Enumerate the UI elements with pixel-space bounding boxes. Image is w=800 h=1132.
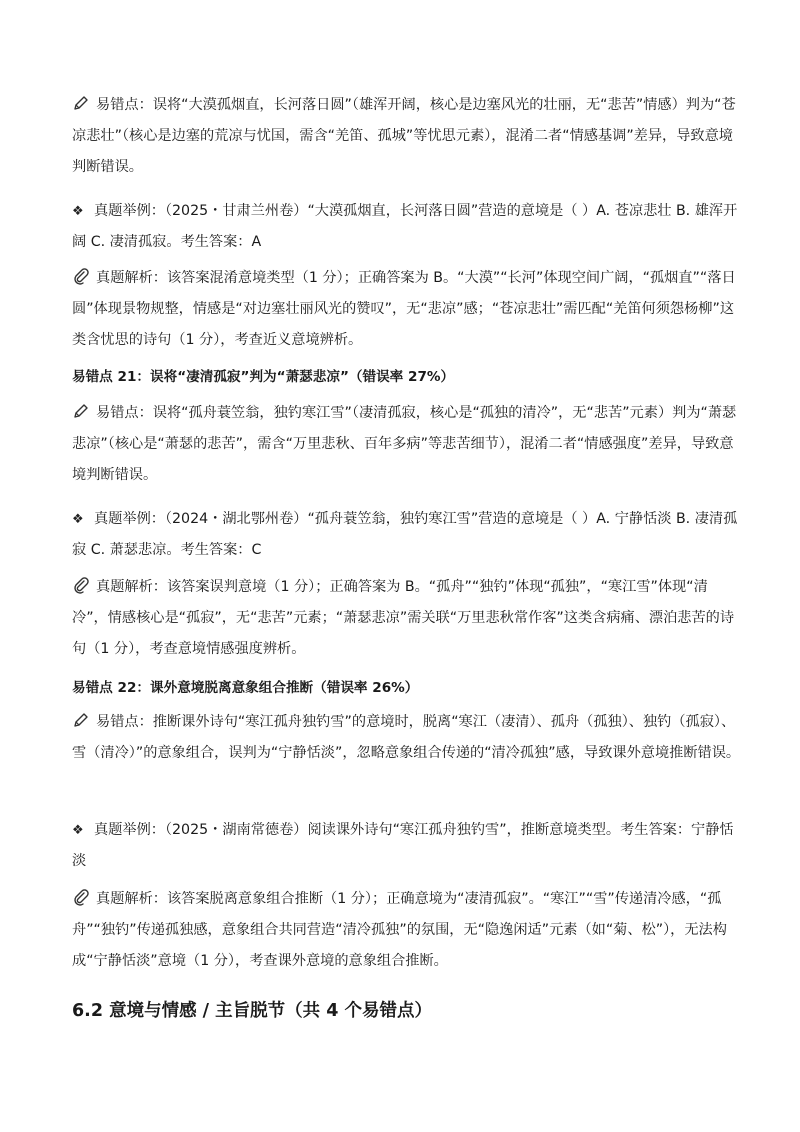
analysis-block-3	[72, 884, 742, 977]
mistake-block-2	[72, 398, 742, 491]
paperclip-icon	[72, 576, 90, 594]
mistake-text: 易错点：误将“大漠孤烟直，长河落日圆”（雄浑开阔，核心是边塞风光的壮丽，无“悲苦”情感）判为“苍凉悲壮”（核心是边塞的荒凉与忧国，需含“羌笛、孤城”等忧思元素），混淆二者“情感基调”差异，导致意境判断错误。	[72, 97, 736, 175]
analysis-text: 真题解析：该答案混淆意境类型（1 分）；正确答案为 B。“大漠”“长河”体现空间广阔，“孤烟直”“落日圆”体现景物规整，情感是“对边塞壮丽风光的赞叹”，无“悲凉”感；“苍凉悲壮”需匹配“羌笛何须怨杨柳”这类含忧思的诗句（1 分），考查近义意境辨析。	[72, 270, 736, 348]
mistake-block-1	[72, 90, 742, 183]
mistake-text: 易错点：推断课外诗句“寒江孤舟独钓雪”的意境时，脱离“寒江（凄清）、孤舟（孤独）、独钓（孤寂）、雪（清冷）”的意象组合，误判为“宁静恬淡”，忽略意象组合传递的“清冷孤独”感，导致课外意境推断错误。	[72, 714, 741, 761]
diamond-icon: ❖	[72, 823, 84, 838]
analysis-block-1	[72, 263, 742, 356]
mistake-text: 易错点：误将“孤舟蓑笠翁，独钓寒江雪”（凄清孤寂，核心是“孤独的清冷”，无“悲苦”元素）判为“萧瑟悲凉”（核心是“萧瑟的悲苦”，需含“万里悲秋、百年多病”等悲苦细节），混淆二者“情感强度”差异，导致意境判断错误。	[72, 405, 737, 483]
analysis-block-2	[72, 572, 742, 665]
example-block-3	[72, 815, 742, 877]
example-text: 真题举例：（2024・湖北鄂州卷）“孤舟蓑笠翁，独钓寒江雪”营造的意境是（ ）A. 宁静恬淡 B. 凄清孤寂 C. 萧瑟悲凉。考生答案：C	[72, 511, 738, 558]
example-text: 真题举例：（2025・湖南常德卷）阅读课外诗句“寒江孤舟独钓雪”，推断意境类型。考生答案：宁静恬淡	[72, 822, 734, 869]
section-title-6-2: 6.2 意境与情感 / 主旨脱节（共 4 个易错点）	[72, 1001, 433, 1021]
paperclip-icon	[72, 888, 90, 906]
analysis-text: 真题解析：该答案误判意境（1 分）；正确答案为 B。“孤舟”“独钓”体现“孤独”，“寒江雪”体现“清冷”，情感核心是“孤寂”，无“悲苦”元素；“萧瑟悲凉”需关联“万里悲秋常作客”这类含病痛、漂泊悲苦的诗句（1 分），考查意境情感强度辨析。	[72, 579, 735, 657]
pencil-icon	[72, 711, 90, 729]
diamond-icon: ❖	[72, 512, 84, 527]
mistake-block-3	[72, 707, 742, 769]
example-block-2	[72, 504, 742, 566]
example-block-1	[72, 196, 742, 258]
paperclip-icon	[72, 267, 90, 285]
mistake-heading-21: 易错点 21：误将“凄清孤寂”判为“萧瑟悲凉”（错误率 27%）	[72, 369, 455, 385]
analysis-text: 真题解析：该答案脱离意象组合推断（1 分）；正确意境为“凄清孤寂”。“寒江”“雪”传递清冷感，“孤舟”“独钓”传递孤独感，意象组合共同营造“清冷孤独”的氛围，无“隐逸闲适”元素（如“菊、松”），无法构成“宁静恬淡”意境（1 分），考查课外意境的意象组合推断。	[72, 891, 727, 969]
pencil-icon	[72, 402, 90, 420]
example-text: 真题举例：（2025・甘肃兰州卷）“大漠孤烟直，长河落日圆”营造的意境是（ ）A. 苍凉悲壮 B. 雄浑开阔 C. 凄清孤寂。考生答案：A	[72, 203, 738, 250]
diamond-icon: ❖	[72, 204, 84, 219]
pencil-icon	[72, 94, 90, 112]
mistake-heading-22: 易错点 22：课外意境脱离意象组合推断（错误率 26%）	[72, 680, 419, 696]
